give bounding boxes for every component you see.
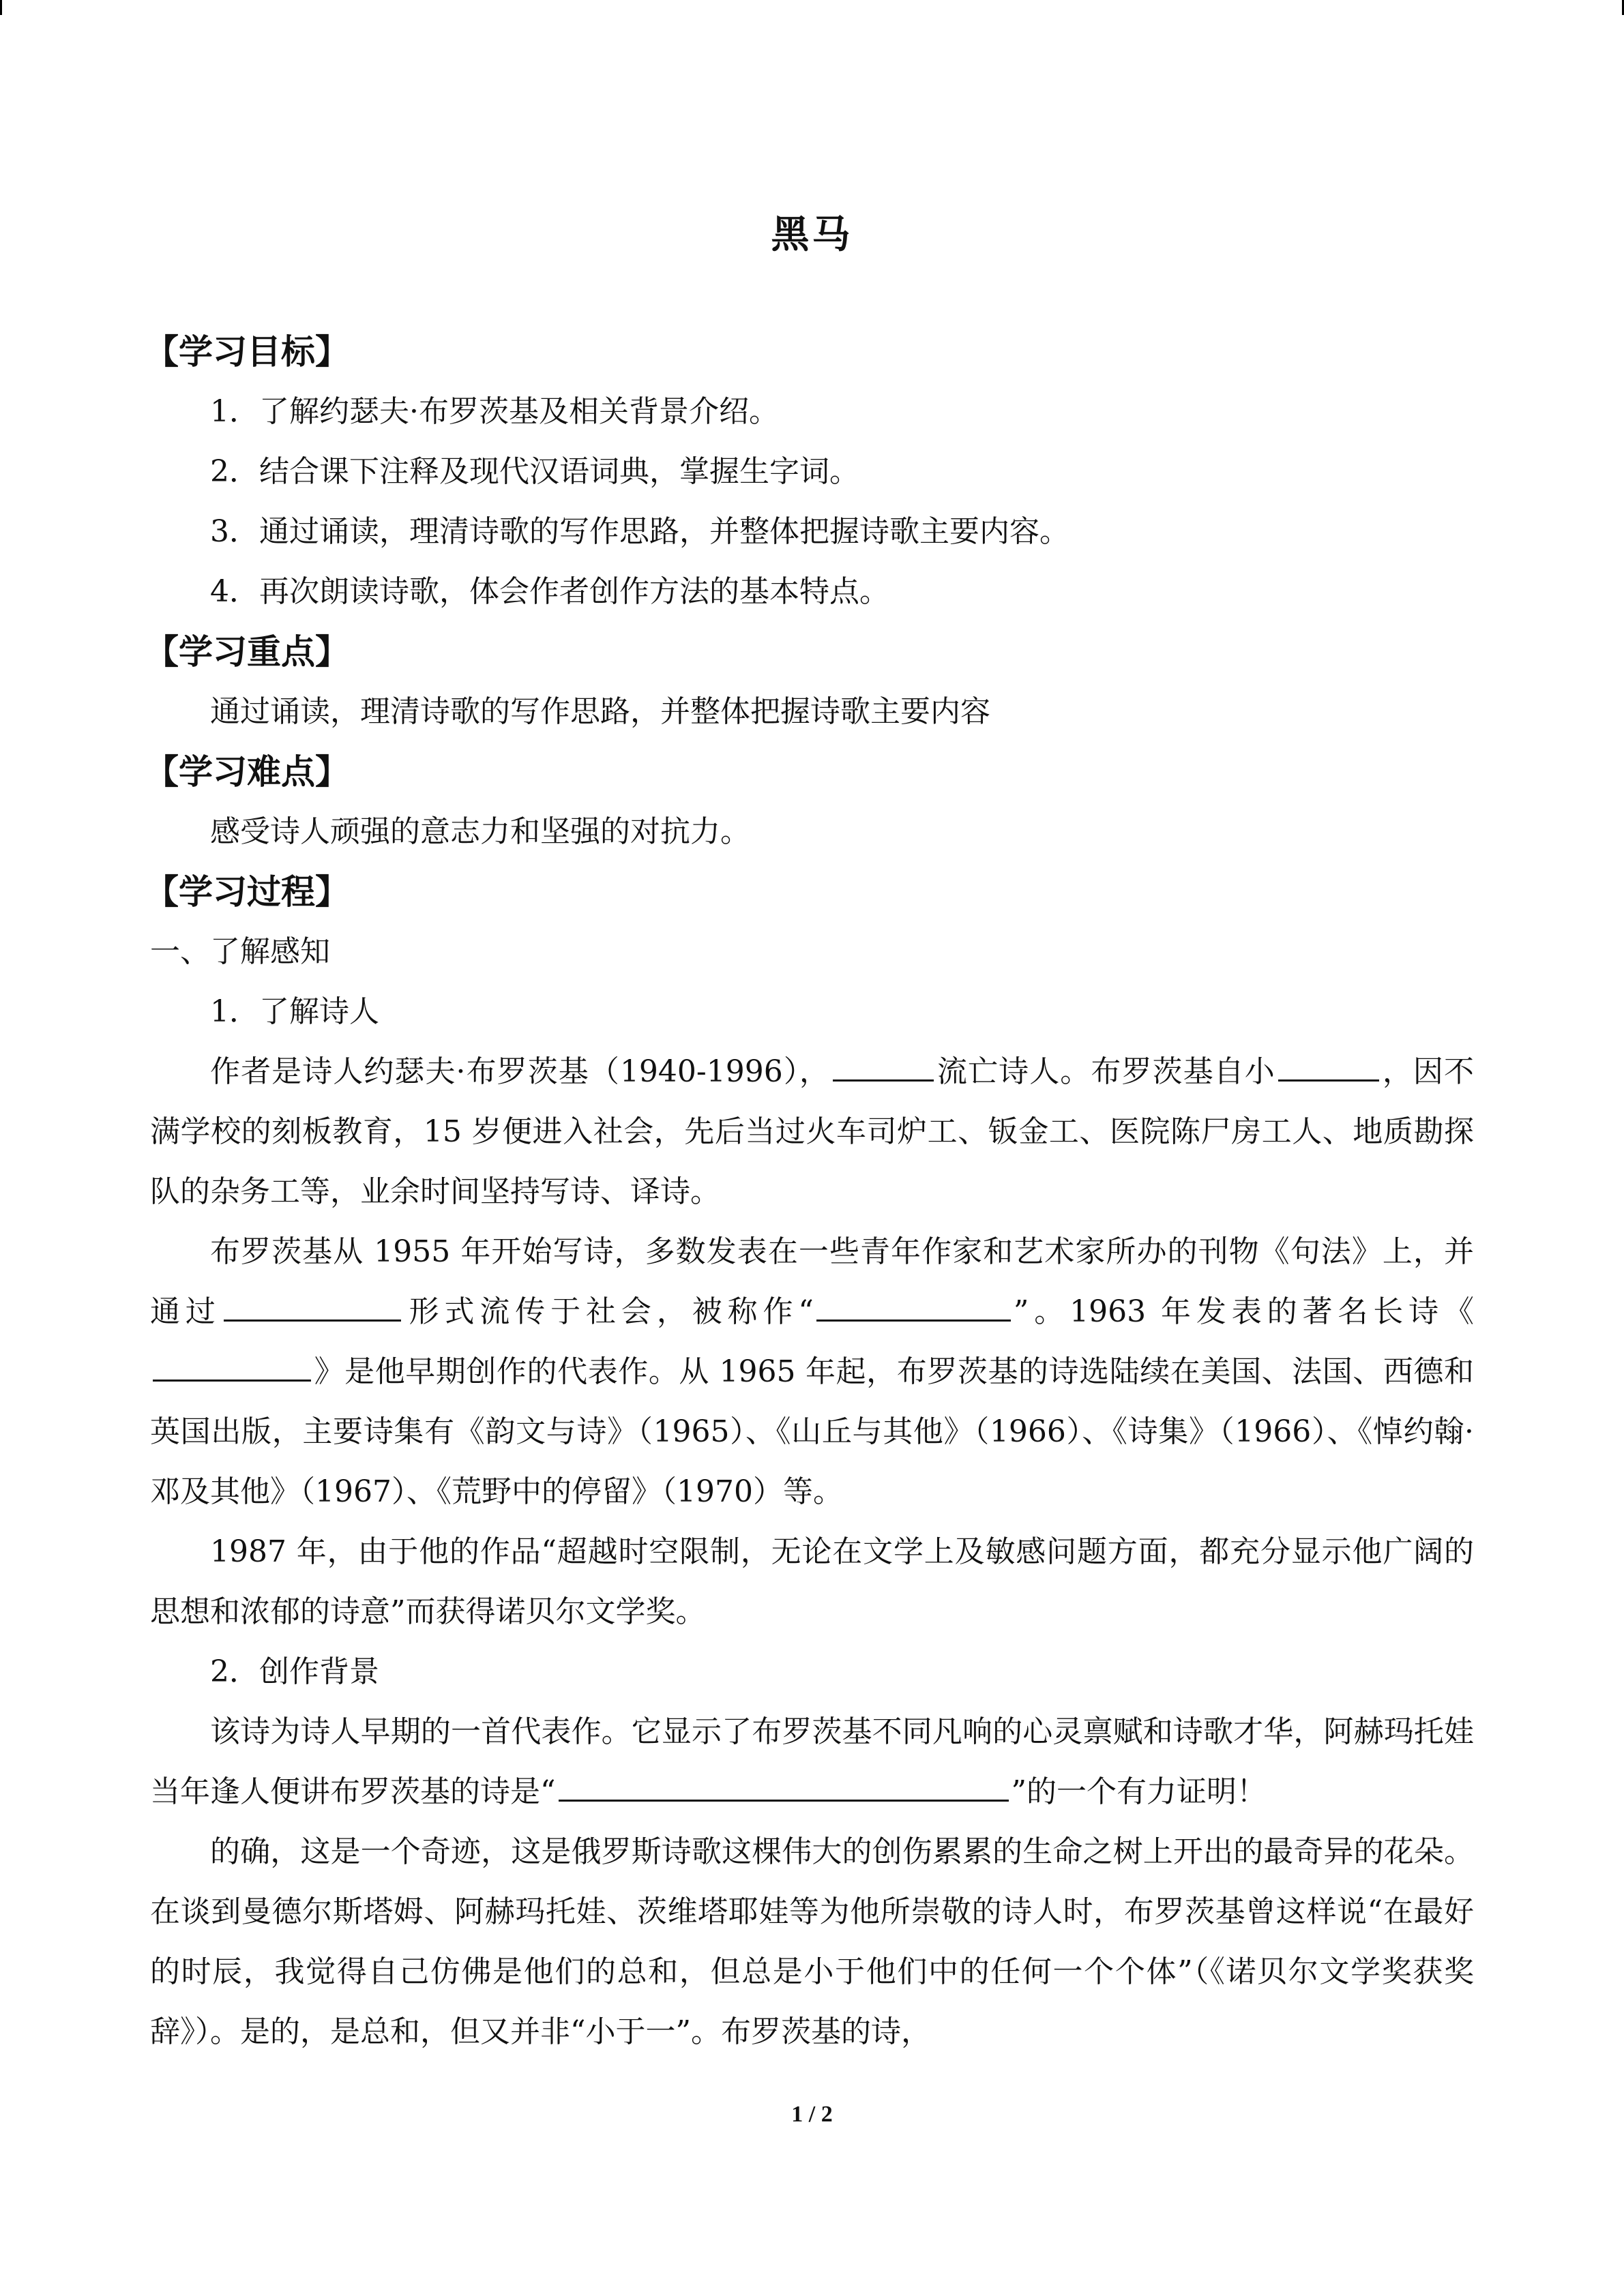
paragraph-text: 流亡诗人。布罗茨基自小 bbox=[936, 1054, 1275, 1089]
fill-blank[interactable] bbox=[816, 1285, 1011, 1322]
fill-blank[interactable] bbox=[1278, 1045, 1379, 1082]
subsection-1-title: 1．了解诗人 bbox=[210, 994, 379, 1029]
fill-blank[interactable] bbox=[224, 1285, 401, 1322]
paragraph-text: 该诗为诗人早期的一首代表作。它显示了布罗茨基不同凡响的心灵禀赋和诗歌才华，阿赫玛托娃当年逢人便讲布罗茨基的诗是“ bbox=[150, 1714, 1474, 1809]
objectives-heading: 【学习目标】 bbox=[145, 332, 349, 372]
section-1-title: 一、了解感知 bbox=[150, 934, 330, 969]
document-page bbox=[145, 0, 1475, 2296]
paragraph-text: ”。1963 年发表的著名长诗《 bbox=[1013, 1294, 1474, 1329]
document-body bbox=[145, 322, 1475, 2062]
subsection-2-title: 2．创作背景 bbox=[210, 1654, 379, 1689]
paragraph-text: 》是他早期创作的代表作。从 1965 年起，布罗茨基的诗选陆续在美国、法国、西德和英国出版，主要诗集有《韵文与诗》（1965）、《山丘与其他》（1966）、《诗集》（1966）、《悼约翰·邓及其他》（1967）、《荒野中的停留》（1970）等。 bbox=[150, 1354, 1474, 1509]
difficulties-heading: 【学习难点】 bbox=[145, 752, 349, 792]
paragraph-text: 形式流传于社会，被称作“ bbox=[403, 1294, 814, 1329]
key-points-heading: 【学习重点】 bbox=[145, 632, 349, 672]
objective-item-4: 4．再次朗读诗歌，体会作者创作方法的基本特点。 bbox=[210, 574, 889, 609]
fill-blank[interactable] bbox=[833, 1045, 934, 1082]
fill-blank[interactable] bbox=[153, 1345, 311, 1382]
objective-item-2: 2．结合课下注释及现代汉语词典，掌握生字词。 bbox=[210, 454, 859, 489]
page-number: 1 / 2 bbox=[791, 2102, 833, 2127]
paragraph-early-works bbox=[150, 1222, 1474, 1522]
objective-item-1: 1．了解约瑟夫·布罗茨基及相关背景介绍。 bbox=[210, 394, 779, 429]
objective-item-3: 3．通过诵读，理清诗歌的写作思路，并整体把握诗歌主要内容。 bbox=[210, 514, 1069, 549]
paragraph-background bbox=[150, 1702, 1474, 1822]
difficulties-text: 感受诗人顽强的意志力和坚强的对抗力。 bbox=[210, 814, 750, 849]
corner-mark-top-left bbox=[0, 0, 2, 15]
key-points-text: 通过诵读，理清诗歌的写作思路，并整体把握诗歌主要内容 bbox=[210, 694, 990, 729]
document-title: 黑马 bbox=[771, 213, 853, 257]
process-heading: 【学习过程】 bbox=[145, 872, 349, 912]
paragraph-miracle: 的确，这是一个奇迹，这是俄罗斯诗歌这棵伟大的创伤累累的生命之树上开出的最奇异的花朵。在谈到曼德尔斯塔姆、阿赫玛托娃、茨维塔耶娃等为他所崇敬的诗人时，布罗茨基曾这样说“在最好的时辰，我觉得自己仿佛是他们的总和，但总是小于他们中的任何一个个体”（《诺贝尔文学奖获奖辞》）。是的，是总和，但又并非“小于一”。布罗茨基的诗， bbox=[150, 1834, 1474, 2049]
paragraph-poet-intro bbox=[150, 1042, 1474, 1222]
paragraph-text: ，因不满学校的刻板教育，15 岁便进入社会，先后当过火车司炉工、钣金工、医院陈尸房工人、地质勘探队的杂务工等，业余时间坚持写诗、译诗。 bbox=[150, 1054, 1475, 1209]
paragraph-text: 布罗茨基从 1955 年开始写诗，多数发表在一些青年作家和艺术家所办的刊物《句法》上，并通过 bbox=[150, 1234, 1474, 1329]
paragraph-text: 作者是诗人约瑟夫·布罗茨基（1940-1996）， bbox=[210, 1054, 830, 1089]
paragraph-nobel-prize: 1987 年，由于他的作品“超越时空限制，无论在文学上及敏感问题方面，都充分显示他广阔的思想和浓郁的诗意”而获得诺贝尔文学奖。 bbox=[150, 1534, 1474, 1629]
fill-blank[interactable] bbox=[559, 1765, 1009, 1802]
paragraph-text: ”的一个有力证明！ bbox=[1011, 1774, 1267, 1809]
